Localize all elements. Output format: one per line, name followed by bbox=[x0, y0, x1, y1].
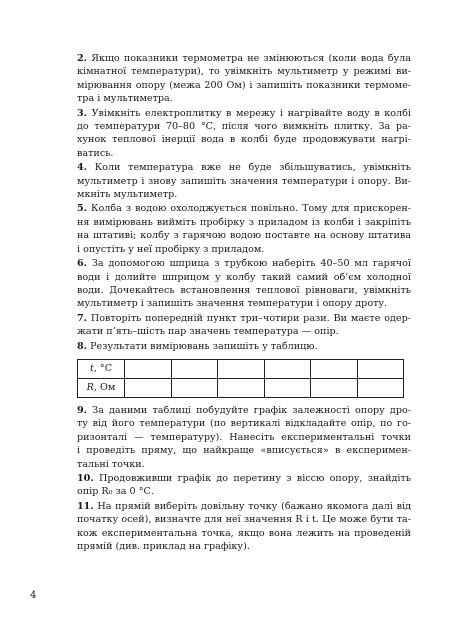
instruction-text: За даними таблиці побудуйте графік залежності опору дро- bbox=[92, 404, 411, 416]
instruction-number: 6. bbox=[77, 258, 88, 270]
instruction-line bbox=[77, 444, 411, 457]
instruction-text: ня вимірювань вийміть пробірку з приладом із колби і закріпіть bbox=[77, 216, 411, 228]
instruction-line bbox=[77, 540, 411, 553]
instruction-item bbox=[77, 500, 411, 554]
table-cell bbox=[264, 378, 311, 397]
instruction-text: і проведіть пряму, що найкраще «вписується» в експеримен- bbox=[77, 445, 411, 457]
instruction-line bbox=[77, 284, 411, 297]
instruction-line bbox=[77, 312, 411, 325]
instruction-line bbox=[77, 133, 411, 146]
instruction-line bbox=[77, 485, 411, 498]
instruction-item bbox=[77, 52, 411, 106]
variable-symbol: t bbox=[89, 363, 94, 375]
instruction-line bbox=[77, 92, 411, 105]
instruction-text: ризонталі — температуру). Нанесіть експериментальні точки bbox=[77, 431, 411, 443]
instruction-text: води і долийте шприцом у колбу такий самий об’єм холодної bbox=[77, 271, 411, 283]
instruction-text: Коли температура вже не буде збільшуватись, увімкніть bbox=[94, 162, 411, 174]
table-cell bbox=[171, 378, 218, 397]
instruction-line bbox=[77, 404, 411, 417]
instruction-text: прямій (див. приклад на графіку). bbox=[77, 541, 250, 552]
instruction-item bbox=[77, 202, 411, 256]
instruction-number: 10. bbox=[77, 472, 94, 484]
instruction-text: мкніть мультиметр. bbox=[77, 189, 178, 201]
instruction-text: до температури 70–80 °С, після чого вимкніть плитку. За ра- bbox=[77, 121, 411, 133]
table-cell bbox=[125, 378, 172, 397]
instruction-text: мультиметр і запишіть значення температури і опору дроту. bbox=[77, 298, 388, 310]
unit-label: , °С bbox=[93, 363, 113, 375]
instruction-text: опір R₀ за 0 °С. bbox=[77, 486, 154, 498]
instruction-number: 11. bbox=[77, 500, 94, 512]
instruction-text: ватись. bbox=[77, 147, 114, 159]
instruction-line bbox=[77, 243, 411, 256]
instruction-text: За допомогою шприца з трубкою наберіть 40–50 мл гарячої bbox=[91, 258, 411, 270]
table-cell bbox=[171, 359, 218, 378]
instruction-text: мірювання опору (межа 200 Ом) і запишіть показники термоме- bbox=[77, 79, 411, 91]
results-table bbox=[77, 359, 404, 398]
table-row bbox=[78, 359, 404, 378]
instruction-line bbox=[77, 52, 411, 65]
instruction-text: кож експериментальна точка, якщо вона лежить на проведеній bbox=[77, 527, 411, 539]
row-header bbox=[78, 378, 125, 397]
instruction-item bbox=[77, 404, 411, 471]
instruction-item bbox=[77, 340, 411, 353]
instruction-text: і опустіть у неї пробірку з приладом. bbox=[77, 243, 265, 255]
page-content bbox=[77, 52, 411, 554]
instruction-line bbox=[77, 271, 411, 284]
instruction-text: Колба з водою охолоджується повільно. Тому для прискорен- bbox=[91, 203, 411, 215]
instruction-text: початку осей), визначте для неї значення R і t. Це може бути та- bbox=[77, 514, 411, 526]
instruction-number: 9. bbox=[77, 404, 88, 416]
instruction-text: хунок теплової інерції вода в колбі буде продовжувати нагрі- bbox=[77, 134, 411, 146]
table-cell bbox=[264, 359, 311, 378]
instruction-item bbox=[77, 107, 411, 161]
unit-label: , Ом bbox=[93, 382, 116, 394]
instruction-line bbox=[77, 472, 411, 485]
instruction-line bbox=[77, 229, 411, 242]
instruction-line bbox=[77, 107, 411, 120]
instruction-item bbox=[77, 257, 411, 311]
instruction-line bbox=[77, 257, 411, 270]
instruction-text: жати п’ять–шість пар значень температура — опір. bbox=[77, 326, 339, 338]
table-cell bbox=[357, 378, 404, 397]
instruction-text: ту від його температури (по вертикалі відкладайте опір, по го- bbox=[77, 418, 411, 430]
instruction-number: 7. bbox=[77, 312, 88, 324]
page-number: 4 bbox=[30, 590, 37, 601]
instruction-line bbox=[77, 513, 411, 526]
instruction-line bbox=[77, 340, 411, 353]
table-cell bbox=[218, 359, 265, 378]
instruction-number: 4. bbox=[77, 162, 88, 174]
instruction-line bbox=[77, 120, 411, 133]
instruction-line bbox=[77, 527, 411, 540]
instruction-text: мультиметр і знову запишіть значення температури і опору. Ви- bbox=[77, 175, 411, 187]
instruction-text: Результати вимірювань запишіть у таблицю. bbox=[90, 340, 318, 352]
instruction-line bbox=[77, 202, 411, 215]
instruction-line bbox=[77, 147, 411, 160]
instruction-item bbox=[77, 472, 411, 499]
variable-symbol: R bbox=[86, 382, 94, 394]
instruction-line bbox=[77, 500, 411, 513]
table-cell bbox=[311, 378, 358, 397]
instruction-line bbox=[77, 325, 411, 338]
instruction-number: 2. bbox=[77, 53, 88, 64]
instruction-line bbox=[77, 161, 411, 174]
instruction-number: 3. bbox=[77, 107, 88, 119]
instruction-line bbox=[77, 458, 411, 471]
instruction-text: На прямій виберіть довільну точку (бажано якомога далі від bbox=[97, 500, 411, 512]
instruction-line bbox=[77, 417, 411, 430]
instruction-line bbox=[77, 431, 411, 444]
instruction-line bbox=[77, 297, 411, 310]
instruction-line bbox=[77, 79, 411, 92]
instruction-text: кімнатної температури), то увімкніть мультиметр у режимі ви- bbox=[77, 66, 411, 78]
instruction-text: Повторіть попередній пункт три–чотири рази. Ви маєте одер- bbox=[90, 312, 411, 324]
instruction-list-continued bbox=[77, 404, 411, 553]
instruction-item bbox=[77, 312, 411, 339]
table-row bbox=[78, 378, 404, 397]
instruction-text: води. Дочекайтесь встановлення теплової рівноваги, увімкніть bbox=[77, 284, 411, 296]
instruction-text: на штативі; колбу з гарячою водою поставте на основу штатива bbox=[77, 230, 411, 242]
table-cell bbox=[218, 378, 265, 397]
instruction-text: Увімкніть електроплитку в мережу і нагрівайте воду в колбі bbox=[91, 107, 411, 119]
table-cell bbox=[125, 359, 172, 378]
instruction-text: тальні точки. bbox=[77, 458, 145, 470]
instruction-text: Продовживши графік до перетину з віссю опору, знайдіть bbox=[99, 472, 411, 484]
table-cell bbox=[357, 359, 404, 378]
instruction-text: тра і мультиметра. bbox=[77, 93, 173, 105]
instruction-list bbox=[77, 52, 411, 353]
instruction-text: Якщо показники термометра не змінюються (коли вода була bbox=[91, 53, 411, 64]
row-header bbox=[78, 359, 125, 378]
instruction-line bbox=[77, 216, 411, 229]
instruction-line bbox=[77, 175, 411, 188]
table-cell bbox=[311, 359, 358, 378]
instruction-line bbox=[77, 188, 411, 201]
instruction-number: 5. bbox=[77, 203, 88, 215]
instruction-number: 8. bbox=[77, 340, 88, 352]
instruction-item bbox=[77, 161, 411, 201]
instruction-line bbox=[77, 65, 411, 78]
